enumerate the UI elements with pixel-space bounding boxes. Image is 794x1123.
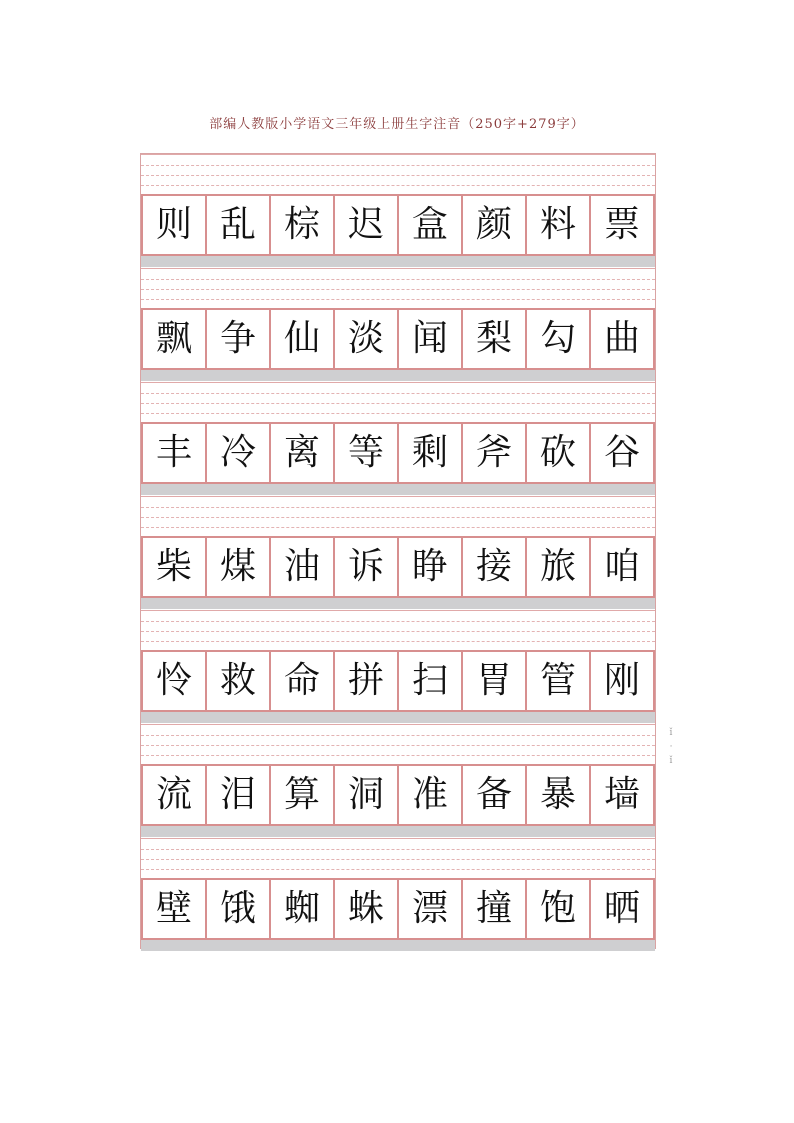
pinyin-writing-lines — [141, 610, 655, 651]
pinyin-writing-lines — [141, 268, 655, 309]
character-cell: 等 — [334, 422, 398, 484]
character-cell: 闻 — [398, 308, 462, 370]
character-cell: 争 — [206, 308, 270, 370]
row-separator-band — [141, 370, 655, 381]
pinyin-guide-line — [141, 621, 655, 622]
character-cell: 票 — [590, 194, 655, 256]
pinyin-guide-line — [141, 289, 655, 290]
character-cell: 救 — [206, 650, 270, 712]
pinyin-writing-lines — [141, 382, 655, 423]
grid-row — [141, 268, 655, 382]
character-cell: 算 — [270, 764, 334, 826]
character-cell: 接 — [462, 536, 526, 598]
pinyin-guide-line — [141, 413, 655, 414]
character-cell: 迟 — [334, 194, 398, 256]
row-separator-band — [141, 484, 655, 495]
character-cell: 离 — [270, 422, 334, 484]
character-cell: 旅 — [526, 536, 590, 598]
character-cell: 咱 — [590, 536, 655, 598]
pinyin-guide-line — [141, 279, 655, 280]
pinyin-writing-lines — [141, 724, 655, 765]
pinyin-guide-line — [141, 735, 655, 736]
pinyin-guide-line — [141, 745, 655, 746]
character-cell: 淡 — [334, 308, 398, 370]
grid-row — [141, 382, 655, 496]
pinyin-guide-line — [141, 165, 655, 166]
pinyin-guide-line — [141, 507, 655, 508]
character-cell: 饿 — [206, 878, 270, 940]
character-cell: 撞 — [462, 878, 526, 940]
row-separator-band — [141, 598, 655, 609]
pinyin-guide-line — [141, 517, 655, 518]
character-cell: 棕 — [270, 194, 334, 256]
character-cell: 拼 — [334, 650, 398, 712]
grid-row — [141, 838, 655, 952]
pinyin-guide-line — [141, 631, 655, 632]
character-cell: 蜘 — [270, 878, 334, 940]
row-separator-band — [141, 712, 655, 723]
character-cell: 油 — [270, 536, 334, 598]
character-cell: 备 — [462, 764, 526, 826]
pinyin-guide-line — [141, 185, 655, 186]
character-cell: 梨 — [462, 308, 526, 370]
character-row — [141, 878, 655, 940]
character-cell: 扫 — [398, 650, 462, 712]
pinyin-guide-line — [141, 641, 655, 642]
pinyin-writing-lines — [141, 496, 655, 537]
pinyin-guide-line — [141, 299, 655, 300]
character-cell: 料 — [526, 194, 590, 256]
character-row — [141, 764, 655, 826]
character-cell: 流 — [141, 764, 206, 826]
row-separator-band — [141, 940, 655, 951]
pinyin-guide-line — [141, 869, 655, 870]
character-cell: 晒 — [590, 878, 655, 940]
character-cell: 则 — [141, 194, 206, 256]
character-cell: 漂 — [398, 878, 462, 940]
character-cell: 蛛 — [334, 878, 398, 940]
grid-row — [141, 154, 655, 268]
character-cell: 乱 — [206, 194, 270, 256]
pinyin-guide-line — [141, 175, 655, 176]
pinyin-guide-line — [141, 403, 655, 404]
character-cell: 管 — [526, 650, 590, 712]
character-cell: 泪 — [206, 764, 270, 826]
pinyin-guide-line — [141, 849, 655, 850]
character-cell: 刚 — [590, 650, 655, 712]
grid-row — [141, 496, 655, 610]
character-cell: 准 — [398, 764, 462, 826]
character-cell: 飘 — [141, 308, 206, 370]
pinyin-writing-lines — [141, 154, 655, 195]
character-cell: 怜 — [141, 650, 206, 712]
character-cell: 斧 — [462, 422, 526, 484]
character-cell: 颜 — [462, 194, 526, 256]
character-cell: 盒 — [398, 194, 462, 256]
character-cell: 冷 — [206, 422, 270, 484]
character-cell: 仙 — [270, 308, 334, 370]
pinyin-writing-lines — [141, 838, 655, 879]
character-row — [141, 650, 655, 712]
row-separator-band — [141, 256, 655, 267]
character-cell: 柴 — [141, 536, 206, 598]
page-title: 部编人教版小学语文三年级上册生字注音（250字+279字） — [209, 117, 585, 132]
character-cell: 勾 — [526, 308, 590, 370]
character-cell: 丰 — [141, 422, 206, 484]
character-cell: 饱 — [526, 878, 590, 940]
pinyin-guide-line — [141, 859, 655, 860]
row-separator-band — [141, 826, 655, 837]
character-cell: 剩 — [398, 422, 462, 484]
character-cell: 命 — [270, 650, 334, 712]
pinyin-guide-line — [141, 393, 655, 394]
side-margin-mark: ǐ · ǐ — [669, 728, 673, 766]
character-cell: 洞 — [334, 764, 398, 826]
character-cell: 曲 — [590, 308, 655, 370]
character-row — [141, 536, 655, 598]
grid-row — [141, 724, 655, 838]
character-cell: 暴 — [526, 764, 590, 826]
pinyin-guide-line — [141, 755, 655, 756]
character-row — [141, 308, 655, 370]
character-row — [141, 422, 655, 484]
character-cell: 煤 — [206, 536, 270, 598]
character-cell: 胃 — [462, 650, 526, 712]
character-cell: 墙 — [590, 764, 655, 826]
character-practice-grid — [140, 153, 656, 949]
character-cell: 睁 — [398, 536, 462, 598]
character-cell: 诉 — [334, 536, 398, 598]
character-cell: 壁 — [141, 878, 206, 940]
pinyin-guide-line — [141, 527, 655, 528]
grid-row — [141, 610, 655, 724]
character-cell: 砍 — [526, 422, 590, 484]
character-row — [141, 194, 655, 256]
character-cell: 谷 — [590, 422, 655, 484]
